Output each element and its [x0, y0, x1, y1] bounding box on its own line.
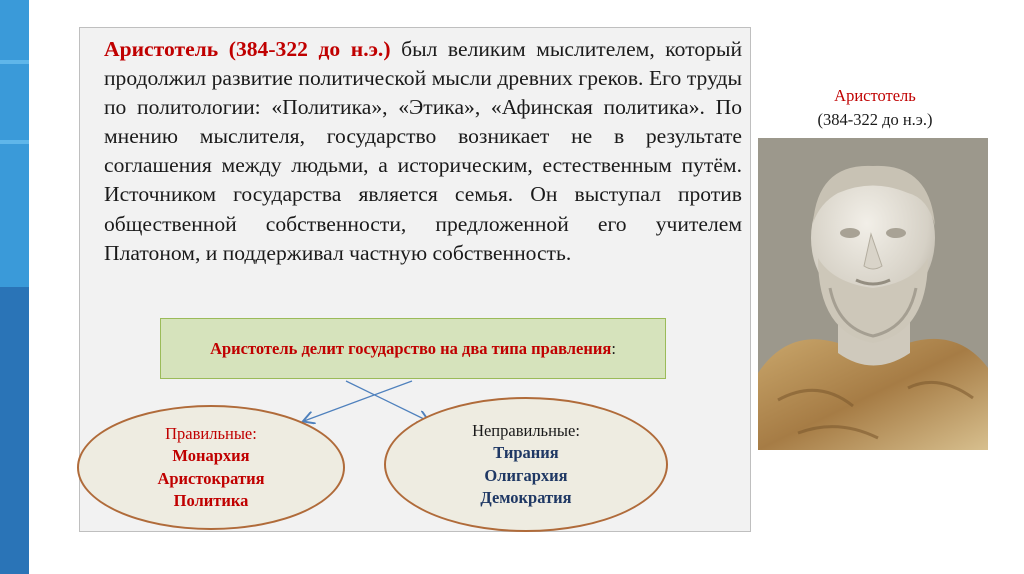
portrait-caption — [770, 84, 980, 132]
correct-form-item: Монархия — [172, 446, 250, 465]
incorrect-forms-oval — [384, 397, 668, 532]
incorrect-form-item: Тирания — [493, 443, 559, 462]
government-types-box — [160, 318, 666, 379]
incorrect-form-item: Олигархия — [484, 465, 568, 485]
government-types-colon: : — [611, 338, 616, 358]
left-decor-band — [0, 0, 29, 574]
caption-name: Аристотель — [834, 86, 916, 105]
correct-forms-title: Правильные: — [165, 423, 257, 443]
correct-form-item: Аристократия — [157, 468, 265, 488]
main-paragraph-body: был великим мыслителем, который продолжил развитие политической мысли древних греков. Его труды по политологии: «Политика», «Этика», «Афинская политика». По мнению мыслителя, государство возникает не в результате соглашения между людьми, а историческим, естественным путём. Источником государства является семья. Он выступал против общественной собственности, предложенной его учителем Платоном, и поддерживал частную собственность. — [104, 37, 743, 265]
correct-forms-oval — [77, 405, 345, 530]
aristotle-lead: Аристотель (384-322 до н.э.) — [104, 37, 391, 61]
main-paragraph — [104, 35, 742, 268]
correct-form-item: Политика — [173, 491, 249, 510]
caption-years: (384-322 до н.э.) — [817, 110, 933, 129]
incorrect-form-item: Демократия — [480, 488, 572, 507]
government-types-label: Аристотель делит государство на два типа правления — [210, 338, 612, 358]
aristotle-bust-image — [758, 138, 988, 450]
incorrect-forms-title: Неправильные: — [472, 420, 580, 440]
